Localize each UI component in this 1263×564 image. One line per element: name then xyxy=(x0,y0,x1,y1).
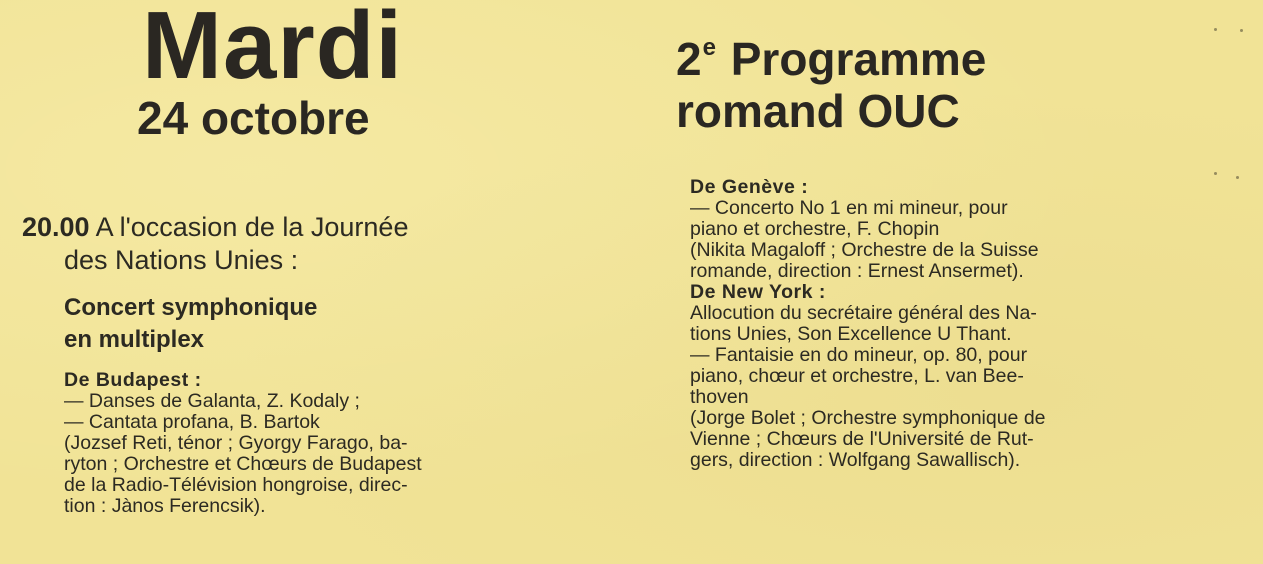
program-title: Programme xyxy=(730,33,987,85)
broadcast-intro xyxy=(22,211,408,243)
print-speck xyxy=(1214,172,1217,175)
program-subheading: romand OUC xyxy=(676,85,960,137)
budapest-section xyxy=(64,370,609,517)
print-speck xyxy=(1240,29,1243,32)
concert-title-line-2: en multiplex xyxy=(64,326,205,353)
newyork-line: — Fantaisie en do mineur, op. 80, pour xyxy=(690,344,1028,366)
newyork-line: gers, direction : Wolfgang Sawallisch). xyxy=(690,449,1021,471)
newyork-line: (Jorge Bolet ; Orchestre symphonique de xyxy=(690,407,1046,429)
date-heading: 24 octobre xyxy=(137,92,370,144)
program-number-suffix: e xyxy=(702,34,716,61)
print-speck xyxy=(1236,176,1239,179)
budapest-line: de la Radio-Télévision hongroise, direc- xyxy=(64,474,408,496)
program-heading xyxy=(676,34,986,84)
newyork-line: Allocution du secrétaire général des Na- xyxy=(690,302,1037,324)
geneve-line: (Nikita Magaloff ; Orchestre de la Suisse xyxy=(690,239,1039,261)
intro-line-2: des Nations Unies : xyxy=(64,245,299,275)
budapest-line: — Cantata profana, B. Bartok xyxy=(64,411,320,433)
budapest-line: ryton ; Orchestre et Chœurs de Budapest xyxy=(64,453,422,475)
concert-title xyxy=(64,292,317,356)
newyork-line: Vienne ; Chœurs de l'Université de Rut- xyxy=(690,428,1034,450)
budapest-line: — Danses de Galanta, Z. Kodaly ; xyxy=(64,390,360,412)
section-heading-geneve: De Genève : xyxy=(690,176,809,198)
program-number: 2 xyxy=(676,33,702,85)
budapest-line: tion : Jànos Ferencsik). xyxy=(64,495,266,517)
geneve-line: romande, direction : Ernest Ansermet). xyxy=(690,260,1024,282)
print-speck xyxy=(1214,28,1217,31)
section-heading-budapest: De Budapest : xyxy=(64,369,202,391)
budapest-line: (Jozsef Reti, ténor ; Gyorgy Farago, ba- xyxy=(64,432,408,454)
program-details xyxy=(690,177,1235,471)
broadcast-time: 20.00 xyxy=(22,212,90,242)
newyork-line: piano, chœur et orchestre, L. van Bee- xyxy=(690,365,1024,387)
concert-title-line-1: Concert symphonique xyxy=(64,294,318,321)
newyork-line: tions Unies, Son Excellence U Thant. xyxy=(690,323,1012,345)
section-heading-newyork: De New York : xyxy=(690,281,826,303)
newyork-line: thoven xyxy=(690,386,749,408)
day-heading: Mardi xyxy=(142,0,404,99)
intro-line-1: A l'occasion de la Journée xyxy=(95,212,409,242)
geneve-line: — Concerto No 1 en mi mineur, pour xyxy=(690,197,1008,219)
geneve-line: piano et orchestre, F. Chopin xyxy=(690,218,940,240)
